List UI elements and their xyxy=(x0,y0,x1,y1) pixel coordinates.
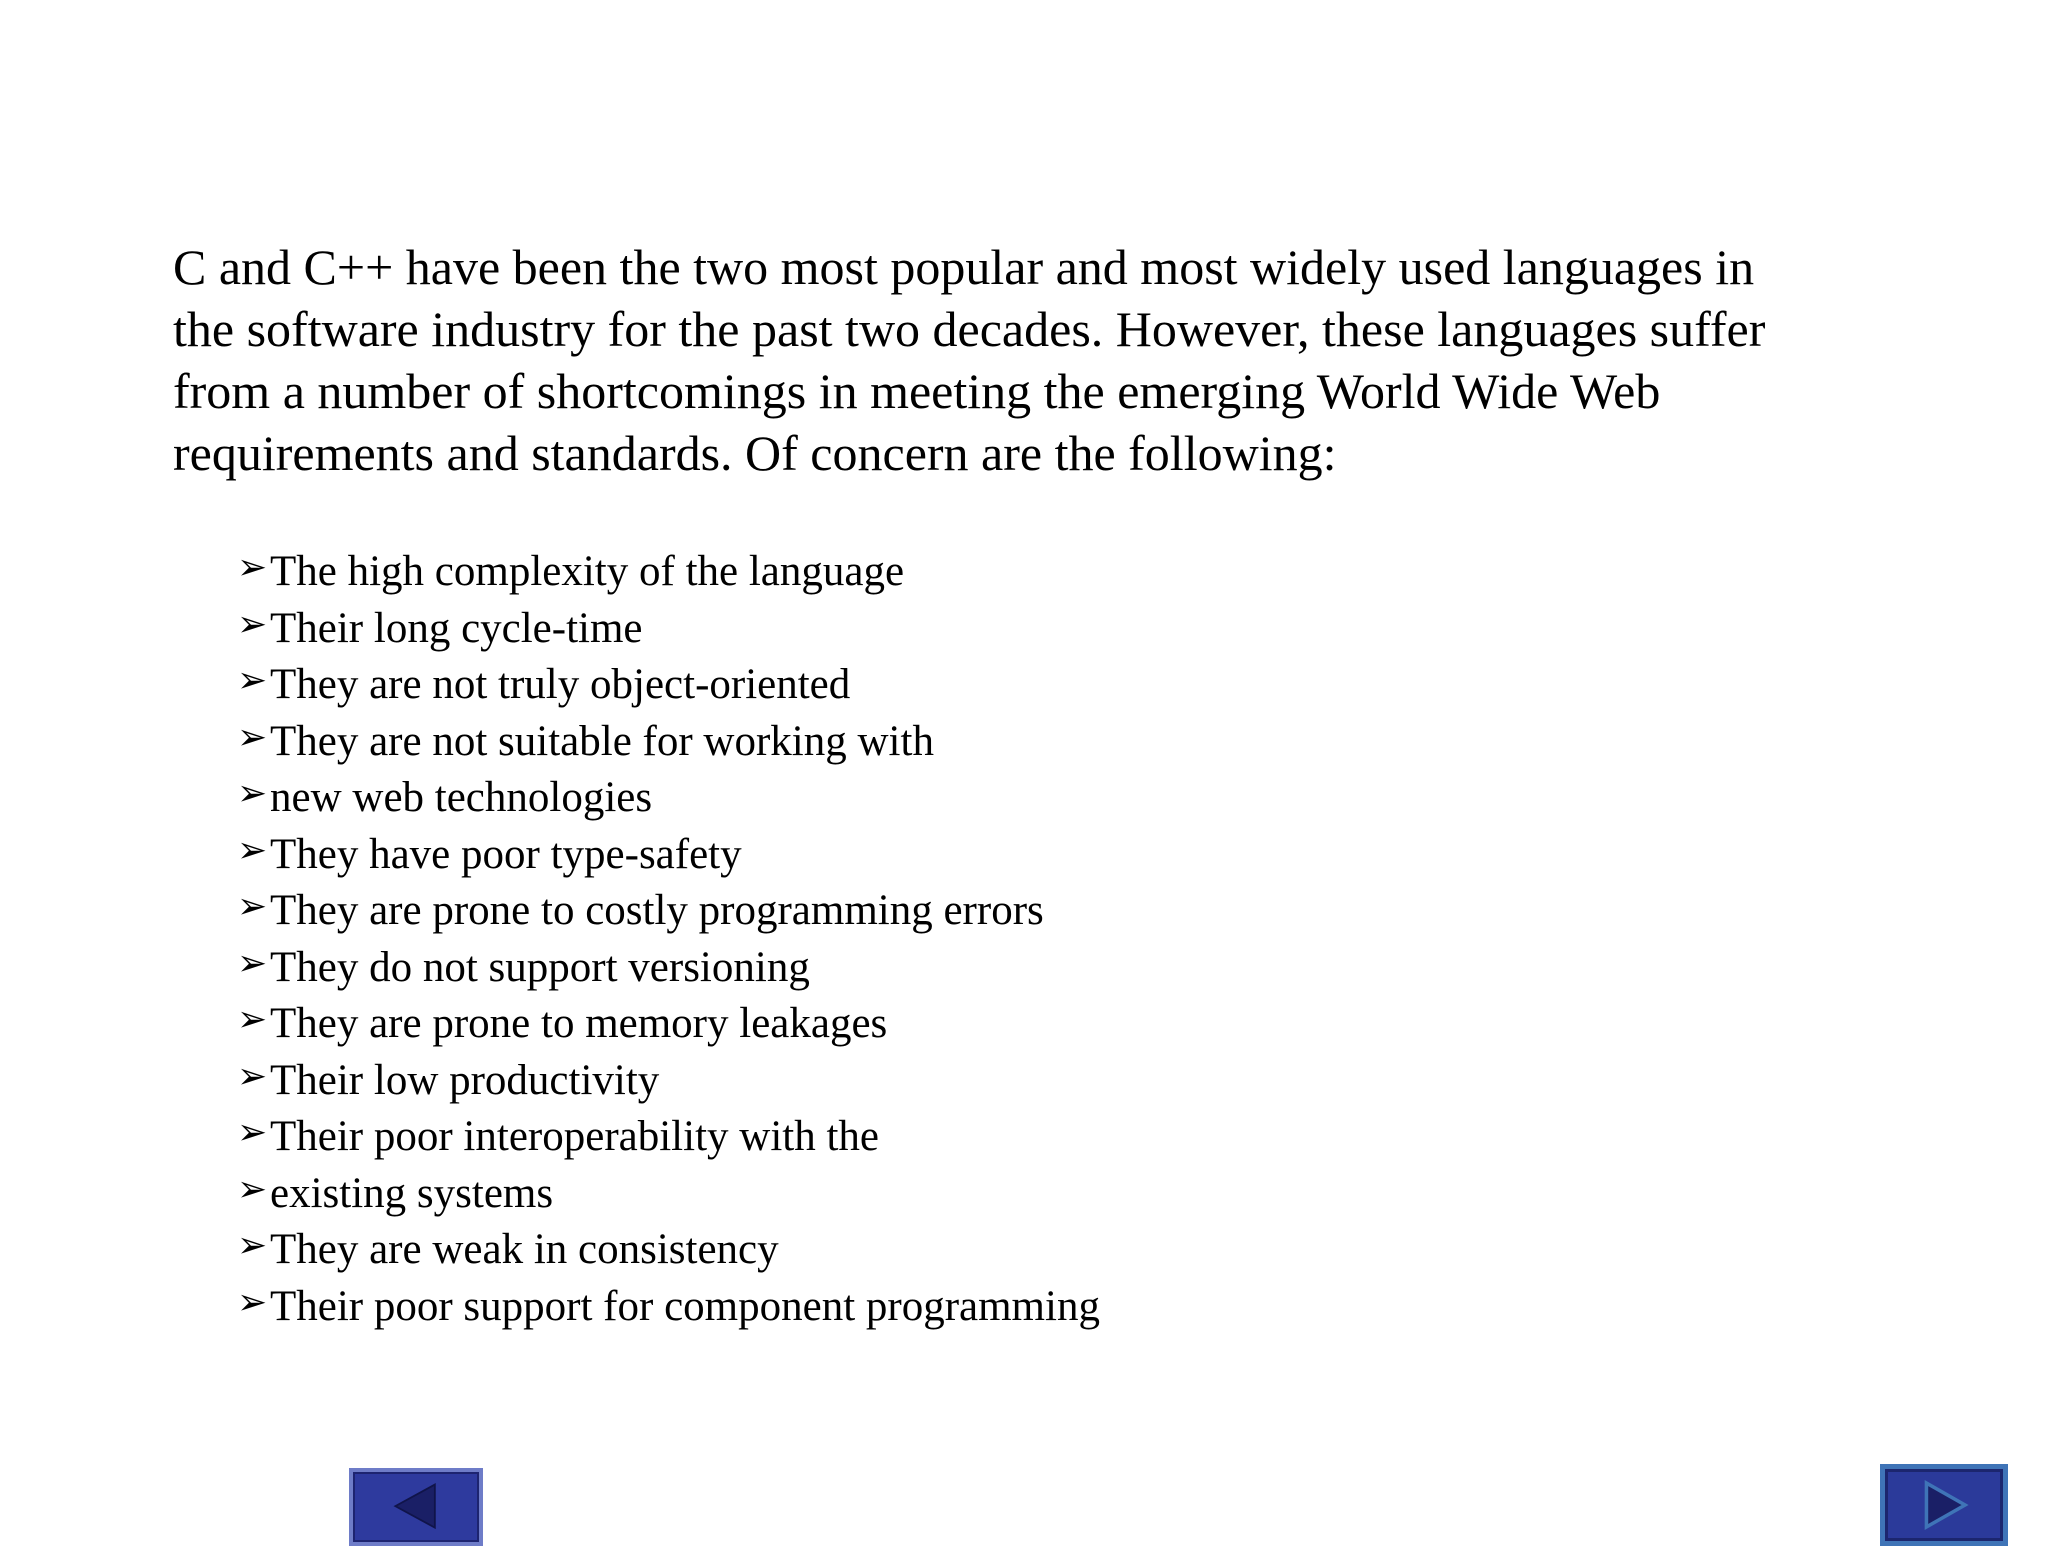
arrow-bullet-icon: ➢ xyxy=(237,1281,268,1323)
arrow-bullet-icon: ➢ xyxy=(237,886,268,927)
list-item xyxy=(237,883,1100,940)
arrow-bullet-icon: ➢ xyxy=(237,547,268,588)
list-item xyxy=(237,544,1100,601)
list-item-text: existing systems xyxy=(270,1169,554,1217)
list-item xyxy=(237,1279,1100,1336)
list-item-text: Their long cycle-time xyxy=(270,604,643,652)
list-item xyxy=(237,827,1100,884)
list-item-text: Their low productivity xyxy=(270,1056,660,1104)
arrow-bullet-icon: ➢ xyxy=(237,603,268,645)
arrow-bullet-icon: ➢ xyxy=(237,660,268,701)
arrow-bullet-icon: ➢ xyxy=(237,999,268,1040)
list-item-text: They are prone to memory leakages xyxy=(270,1000,888,1047)
list-item xyxy=(237,996,1100,1053)
list-item xyxy=(237,940,1100,997)
list-item xyxy=(237,714,1100,771)
list-item-text: They do not support versioning xyxy=(270,943,810,991)
list-item xyxy=(237,1166,1100,1223)
next-slide-button[interactable] xyxy=(1880,1464,2008,1546)
list-item xyxy=(237,770,1100,827)
list-item-text: The high complexity of the language xyxy=(270,548,905,595)
list-item-text: Their poor interoperability with the xyxy=(270,1113,879,1160)
list-item xyxy=(237,601,1100,658)
triangle-left-icon xyxy=(353,1472,479,1542)
list-item-text: They have poor type-safety xyxy=(270,830,742,878)
list-item-text: They are not truly object-oriented xyxy=(270,661,851,708)
previous-slide-button[interactable] xyxy=(349,1468,483,1546)
list-item xyxy=(237,1109,1100,1166)
arrow-bullet-icon: ➢ xyxy=(237,773,268,814)
concerns-list xyxy=(237,544,1100,1335)
triangle-right-icon xyxy=(1885,1469,2003,1541)
list-item-text: They are weak in consistency xyxy=(270,1226,779,1273)
arrow-bullet-icon: ➢ xyxy=(237,829,268,871)
list-item xyxy=(237,1053,1100,1110)
arrow-bullet-icon: ➢ xyxy=(237,716,268,758)
list-item-text: Their poor support for component programming xyxy=(270,1282,1100,1330)
intro-paragraph: C and C++ have been the two most popular and most widely used languages in the software industry for the past two decades. However, these languages suffer from a number of shortcomings in meeting the emerging World Wide Web requirements and standards. Of concern are the following: xyxy=(173,239,1766,481)
list-item xyxy=(237,657,1100,714)
list-item-text: They are prone to costly programming errors xyxy=(270,887,1044,934)
arrow-bullet-icon: ➢ xyxy=(237,1225,268,1266)
list-item xyxy=(237,1222,1100,1279)
arrow-bullet-icon: ➢ xyxy=(237,1055,268,1097)
list-item-text: They are not suitable for working with xyxy=(270,717,934,765)
arrow-bullet-icon: ➢ xyxy=(237,942,268,984)
list-item-text: new web technologies xyxy=(270,774,653,821)
arrow-bullet-icon: ➢ xyxy=(237,1112,268,1153)
arrow-bullet-icon: ➢ xyxy=(237,1168,268,1210)
